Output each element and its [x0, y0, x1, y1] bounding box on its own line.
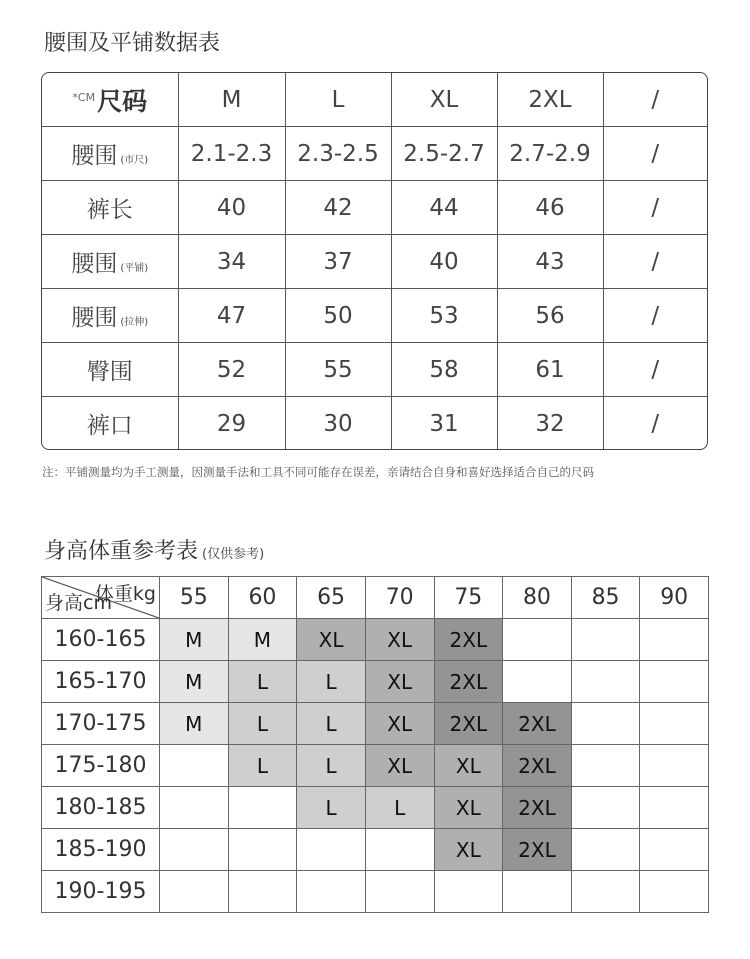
size-recommendation-cell: [640, 703, 709, 745]
size-value-cell: /: [603, 127, 707, 181]
size-recommendation-cell: [503, 661, 572, 703]
size-header-row: [42, 73, 707, 127]
size-recommendation-cell: L: [297, 661, 366, 703]
height-row: [42, 661, 709, 703]
size-recommendation-cell: [297, 829, 366, 871]
size-value-cell: 47: [178, 289, 285, 343]
size-recommendation-cell: [228, 871, 297, 913]
row-label-cell: [42, 181, 178, 235]
weight-column-header: 80: [503, 577, 572, 619]
size-recommendation-cell: M: [228, 619, 297, 661]
size-recommendation-cell: [297, 871, 366, 913]
height-row: [42, 787, 709, 829]
size-value-cell: /: [603, 289, 707, 343]
size-value-cell: 2.3-2.5: [285, 127, 391, 181]
size-value-cell: 50: [285, 289, 391, 343]
size-recommendation-cell: [571, 745, 640, 787]
size-recommendation-cell: [640, 871, 709, 913]
row-label-cell: [42, 343, 178, 397]
size-recommendation-cell: M: [160, 619, 229, 661]
size-column-header: /: [603, 73, 707, 127]
size-value-cell: 37: [285, 235, 391, 289]
size-value-cell: 52: [178, 343, 285, 397]
size-recommendation-cell: XL: [434, 829, 503, 871]
size-recommendation-cell: M: [160, 661, 229, 703]
size-value-cell: /: [603, 181, 707, 235]
size-data-row: [42, 397, 707, 451]
size-value-cell: 61: [497, 343, 603, 397]
size-recommendation-cell: [228, 829, 297, 871]
size-value-cell: 58: [391, 343, 497, 397]
size-value-cell: 55: [285, 343, 391, 397]
size-recommendation-cell: [571, 829, 640, 871]
size-value-cell: 29: [178, 397, 285, 451]
size-value-cell: 44: [391, 181, 497, 235]
size-value-cell: 42: [285, 181, 391, 235]
size-recommendation-cell: [571, 871, 640, 913]
size-data-row: [42, 343, 707, 397]
size-recommendation-cell: L: [228, 703, 297, 745]
size-value-cell: 2.1-2.3: [178, 127, 285, 181]
size-value-cell: 2.5-2.7: [391, 127, 497, 181]
size-column-header: 2XL: [497, 73, 603, 127]
size-recommendation-cell: [503, 871, 572, 913]
size-data-row: [42, 127, 707, 181]
size-value-cell: 32: [497, 397, 603, 451]
weight-column-header: 55: [160, 577, 229, 619]
weight-column-header: 60: [228, 577, 297, 619]
size-recommendation-cell: L: [297, 703, 366, 745]
size-value-cell: /: [603, 397, 707, 451]
size-recommendation-cell: [228, 787, 297, 829]
size-value-cell: /: [603, 343, 707, 397]
row-label: 臀围: [86, 359, 133, 385]
height-row: [42, 745, 709, 787]
size-recommendation-cell: XL: [365, 619, 434, 661]
size-table-title: 腰围及平铺数据表: [44, 31, 221, 56]
height-row: [42, 619, 709, 661]
row-label-sub: (拉伸): [120, 317, 149, 328]
size-recommendation-cell: XL: [297, 619, 366, 661]
size-value-cell: 34: [178, 235, 285, 289]
size-value-cell: 56: [497, 289, 603, 343]
size-value-cell: 30: [285, 397, 391, 451]
size-recommendation-cell: [365, 829, 434, 871]
height-range-cell: 170-175: [42, 703, 160, 745]
size-value-cell: 46: [497, 181, 603, 235]
reference-subtitle: (仅供参考): [202, 547, 265, 562]
size-recommendation-cell: [160, 787, 229, 829]
size-recommendation-cell: L: [228, 745, 297, 787]
height-range-cell: 175-180: [42, 745, 160, 787]
row-label-cell: [42, 235, 178, 289]
size-recommendation-cell: 2XL: [434, 703, 503, 745]
size-recommendation-cell: 2XL: [503, 745, 572, 787]
size-recommendation-cell: [640, 661, 709, 703]
height-axis-label: 身高cm: [45, 592, 112, 614]
size-recommendation-cell: [160, 745, 229, 787]
weight-column-header: 90: [640, 577, 709, 619]
size-recommendation-cell: [571, 661, 640, 703]
height-range-cell: 190-195: [42, 871, 160, 913]
size-recommendation-cell: [571, 787, 640, 829]
row-label-cell: [42, 397, 178, 451]
size-recommendation-cell: 2XL: [434, 661, 503, 703]
size-recommendation-cell: [571, 703, 640, 745]
size-recommendation-cell: [640, 619, 709, 661]
size-recommendation-cell: [434, 871, 503, 913]
height-row: [42, 703, 709, 745]
height-range-cell: 165-170: [42, 661, 160, 703]
size-recommendation-cell: M: [160, 703, 229, 745]
size-recommendation-cell: XL: [434, 745, 503, 787]
size-recommendation-cell: 2XL: [434, 619, 503, 661]
weight-column-header: 85: [571, 577, 640, 619]
size-recommendation-cell: L: [297, 745, 366, 787]
size-recommendation-cell: [365, 871, 434, 913]
size-data-table: [41, 72, 708, 450]
size-value-cell: 31: [391, 397, 497, 451]
size-column-header: L: [285, 73, 391, 127]
size-recommendation-cell: [640, 745, 709, 787]
row-label: 腰围: [71, 251, 118, 277]
size-recommendation-cell: [160, 829, 229, 871]
size-value-cell: /: [603, 235, 707, 289]
height-range-cell: 160-165: [42, 619, 160, 661]
size-recommendation-cell: [640, 787, 709, 829]
size-header-label: 尺码: [97, 86, 148, 116]
size-recommendation-cell: 2XL: [503, 829, 572, 871]
size-recommendation-cell: 2XL: [503, 787, 572, 829]
row-label: 腰围: [71, 143, 118, 169]
weight-column-header: 75: [434, 577, 503, 619]
reference-table-title: [44, 534, 264, 565]
size-recommendation-cell: L: [365, 787, 434, 829]
row-label-cell: [42, 127, 178, 181]
size-data-row: [42, 289, 707, 343]
size-recommendation-cell: XL: [365, 745, 434, 787]
reference-title-text: 身高体重参考表: [44, 539, 199, 564]
row-label: 腰围: [71, 305, 118, 331]
height-row: [42, 829, 709, 871]
unit-mark: *CM: [72, 90, 96, 104]
row-label-cell: [42, 289, 178, 343]
diagonal-corner-cell: [42, 577, 160, 619]
row-label-sub: (平铺): [120, 263, 149, 274]
height-weight-table: [41, 576, 709, 913]
size-column-header: XL: [391, 73, 497, 127]
size-value-cell: 40: [178, 181, 285, 235]
weight-column-header: 70: [365, 577, 434, 619]
size-recommendation-cell: L: [297, 787, 366, 829]
size-value-cell: 40: [391, 235, 497, 289]
size-recommendation-cell: [160, 871, 229, 913]
size-data-row: [42, 181, 707, 235]
size-recommendation-cell: [571, 619, 640, 661]
weight-column-header: 65: [297, 577, 366, 619]
size-value-cell: 43: [497, 235, 603, 289]
height-range-cell: 180-185: [42, 787, 160, 829]
size-column-header: M: [178, 73, 285, 127]
size-value-cell: 2.7-2.9: [497, 127, 603, 181]
size-recommendation-cell: XL: [434, 787, 503, 829]
weight-axis-label: 体重kg: [94, 583, 156, 605]
size-recommendation-cell: XL: [365, 661, 434, 703]
size-data-row: [42, 235, 707, 289]
size-header-cell: [42, 73, 178, 127]
size-recommendation-cell: XL: [365, 703, 434, 745]
row-label: 裤长: [86, 197, 133, 223]
size-recommendation-cell: [503, 619, 572, 661]
height-range-cell: 185-190: [42, 829, 160, 871]
measurement-note: 注：平铺测量均为手工测量，因测量手法和工具不同可能存在误差，亲请结合自身和喜好选择适合自己的尺码: [42, 465, 594, 479]
size-recommendation-cell: [640, 829, 709, 871]
size-recommendation-cell: L: [228, 661, 297, 703]
weight-header-row: [42, 577, 709, 619]
size-recommendation-cell: 2XL: [503, 703, 572, 745]
height-row: [42, 871, 709, 913]
row-label: 裤口: [86, 413, 133, 439]
row-label-sub: (市尺): [120, 155, 149, 166]
size-value-cell: 53: [391, 289, 497, 343]
